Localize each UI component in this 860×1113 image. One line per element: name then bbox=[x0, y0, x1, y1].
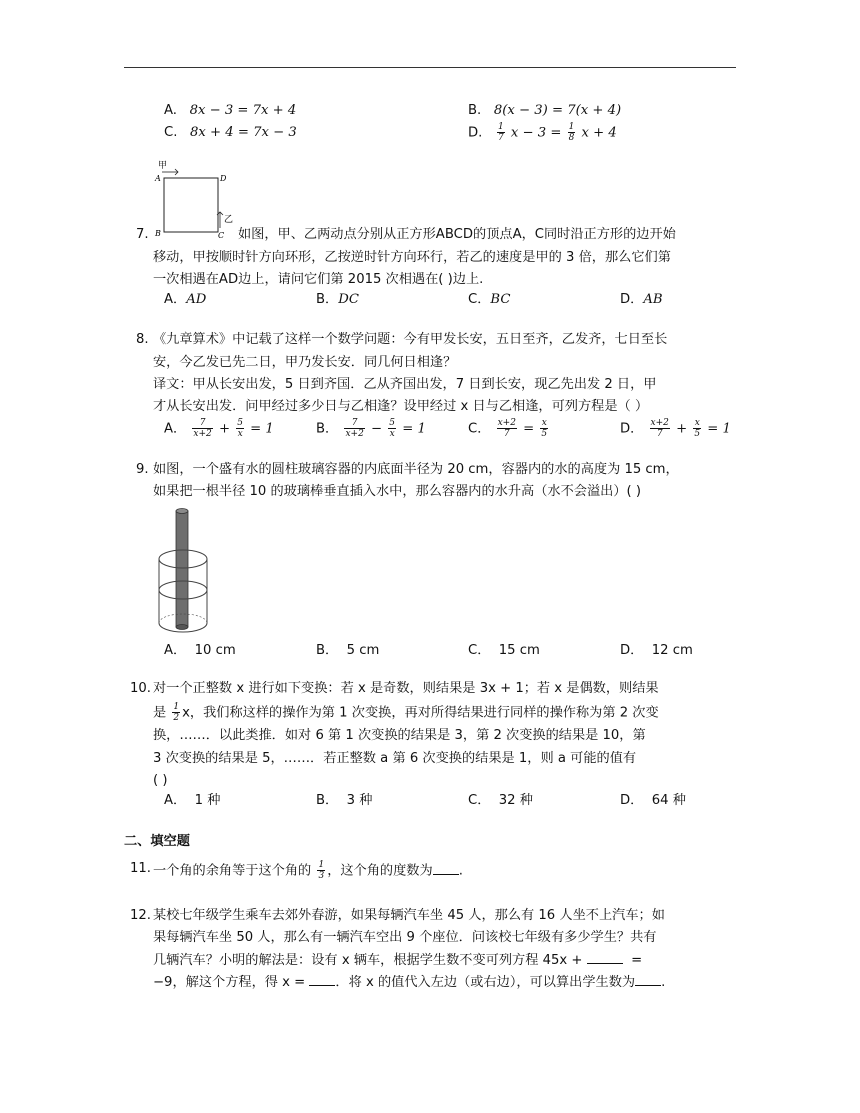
label-c: C bbox=[218, 231, 225, 240]
q10-text-line: 换，……．以此类推．如对 6 第 1 次变换的结果是 3，第 2 次变换的结果是 10，第 bbox=[153, 728, 646, 743]
q8-text-line: 安，今乙发已先二日，甲乃发长安．同几何日相逢？ bbox=[153, 355, 457, 370]
q7-option-c[interactable]: C．BC bbox=[468, 292, 511, 307]
q10-text-line: 是 $\frac{1}{2}$ x，我们称这样的操作为第 1 次变换，再对所得结果进行同样的操作称为第 2 次变 bbox=[153, 702, 659, 723]
q8-option-c[interactable]: C． $\frac{x+2}{7}$ = $\frac{x}{5}$ bbox=[468, 418, 548, 439]
square-abcd-figure bbox=[148, 158, 240, 240]
q8-text-line: 《九章算术》中记载了这样一个数学问题：今有甲发长安，五日至齐，乙发齐，七日至长 bbox=[153, 332, 668, 347]
q10-option-a[interactable]: A． 1 种 bbox=[164, 793, 221, 808]
answer-blank[interactable] bbox=[635, 973, 661, 986]
question-number: 12. bbox=[130, 908, 151, 923]
fraction: $\frac{1}{8}$ bbox=[568, 122, 575, 143]
option-label: A. bbox=[164, 103, 177, 118]
q9-option-a[interactable]: A． 10 cm bbox=[164, 643, 236, 658]
option-label: D. bbox=[468, 125, 483, 141]
section-title: 二、填空题 bbox=[124, 834, 190, 849]
q10-option-b[interactable]: B． 3 种 bbox=[316, 793, 373, 808]
q7-option-d[interactable]: D．AB bbox=[620, 292, 663, 307]
option-math: 8(x − 3) = 7(x + 4) bbox=[493, 103, 622, 118]
option-label: C. bbox=[164, 125, 178, 140]
q12-text-line: 几辆汽车？小明的解法是：设有 x 辆车，根据学生数不变可列方程 45x + = bbox=[153, 953, 643, 968]
q9-text-line: 如果把一根半径 10 的玻璃棒垂直插入水中，那么容器内的水升高（水不会溢出）( ) bbox=[153, 484, 642, 499]
q8-option-a[interactable]: A． $\frac{7}{x+2}$ + $\frac{5}{x}$ = 1 bbox=[164, 418, 274, 439]
q7-option-b[interactable]: B．DC bbox=[316, 292, 359, 307]
q7-text-line: 如图，甲、乙两动点分别从正方形ABCD的顶点A，C同时沿正方形的边开始 bbox=[238, 227, 676, 242]
q12-text-line: 果每辆汽车坐 50 人，那么有一辆汽车空出 9 个座位．问该校七年级有多少学生？共有 bbox=[153, 930, 657, 945]
q9-text-line: 如图，一个盛有水的圆柱玻璃容器的内底面半径为 20 cm，容器内的水的高度为 15 cm， bbox=[153, 462, 679, 477]
q10-option-c[interactable]: C． 32 种 bbox=[468, 793, 533, 808]
label-d: D bbox=[220, 174, 227, 183]
option-math: 8x + 4 = 7x − 3 bbox=[189, 125, 297, 140]
question-number: 11. bbox=[130, 861, 151, 876]
q6-option-c[interactable] bbox=[164, 124, 297, 142]
label-b: B bbox=[155, 229, 161, 238]
q10-text-line: ( ) bbox=[153, 773, 168, 788]
q10-text-line: 对一个正整数 x 进行如下变换：若 x 是奇数，则结果是 3x + 1；若 x 是偶数，则结果 bbox=[153, 681, 659, 696]
q7-text-line: 一次相遇在AD边上，请问它们第 2015 次相遇在( )边上. bbox=[153, 272, 484, 287]
question-number: 8. bbox=[136, 332, 149, 347]
label-yi: 乙 bbox=[224, 215, 234, 225]
q10-option-d[interactable]: D． 64 种 bbox=[620, 793, 686, 808]
q9-option-d[interactable]: D． 12 cm bbox=[620, 643, 693, 658]
fraction: $\frac{1}{7}$ bbox=[497, 122, 504, 143]
option-math: x − 3 = bbox=[510, 125, 562, 141]
q8-text-line: 才从长安出发．问甲经过多少日与乙相逢？设甲经过 x 日与乙相逢，可列方程是（ ） bbox=[153, 399, 649, 414]
option-math: 8x − 3 = 7x + 4 bbox=[189, 103, 297, 118]
q10-text-line: 3 次变换的结果是 5，……．若正整数 a 第 6 次变换的结果是 1，则 a 可能的值有 bbox=[153, 751, 637, 766]
cylinder-rod-figure bbox=[155, 505, 215, 635]
q6-option-b[interactable] bbox=[468, 102, 621, 120]
q12-text-line: 某校七年级学生乘车去郊外春游，如果每辆汽车坐 45 人，那么有 16 人坐不上汽车；如 bbox=[153, 908, 665, 923]
q9-option-c[interactable]: C． 15 cm bbox=[468, 643, 540, 658]
option-math: x + 4 bbox=[581, 125, 617, 141]
question-number: 7. bbox=[136, 227, 149, 242]
q7-option-a[interactable]: A．AD bbox=[164, 292, 207, 307]
header-rule bbox=[124, 67, 736, 68]
option-label: B. bbox=[468, 103, 482, 118]
answer-blank[interactable] bbox=[309, 973, 335, 986]
answer-blank[interactable] bbox=[587, 951, 623, 964]
q8-text-line: 译文：甲从长安出发，5 日到齐国．乙从齐国出发，7 日到长安，现乙先出发 2 日，甲 bbox=[153, 377, 657, 392]
label-jia: 甲 bbox=[158, 161, 168, 171]
question-number: 10. bbox=[130, 681, 151, 696]
q9-option-b[interactable]: B． 5 cm bbox=[316, 643, 380, 658]
q8-option-b[interactable]: B． $\frac{7}{x+2}$ − $\frac{5}{x}$ = 1 bbox=[316, 418, 426, 439]
q6-option-d[interactable] bbox=[468, 122, 617, 143]
q8-option-d[interactable]: D． $\frac{x+2}{7}$ + $\frac{x}{5}$ = 1 bbox=[620, 418, 731, 439]
q12-text-line: −9，解这个方程，得 x = ．将 x 的值代入左边（或右边），可以算出学生数为 . bbox=[153, 975, 666, 990]
q6-option-a[interactable] bbox=[164, 102, 296, 120]
label-a: A bbox=[155, 174, 161, 183]
q7-text-line: 移动，甲按顺时针方向环形，乙按逆时针方向环行，若乙的速度是甲的 3 倍，那么它们第 bbox=[153, 250, 671, 265]
answer-blank[interactable] bbox=[433, 862, 459, 875]
q11-text-line: 一个角的余角等于这个角的 $\frac{1}{3}$ ，这个角的度数为 . bbox=[153, 860, 463, 881]
question-number: 9. bbox=[136, 462, 149, 477]
